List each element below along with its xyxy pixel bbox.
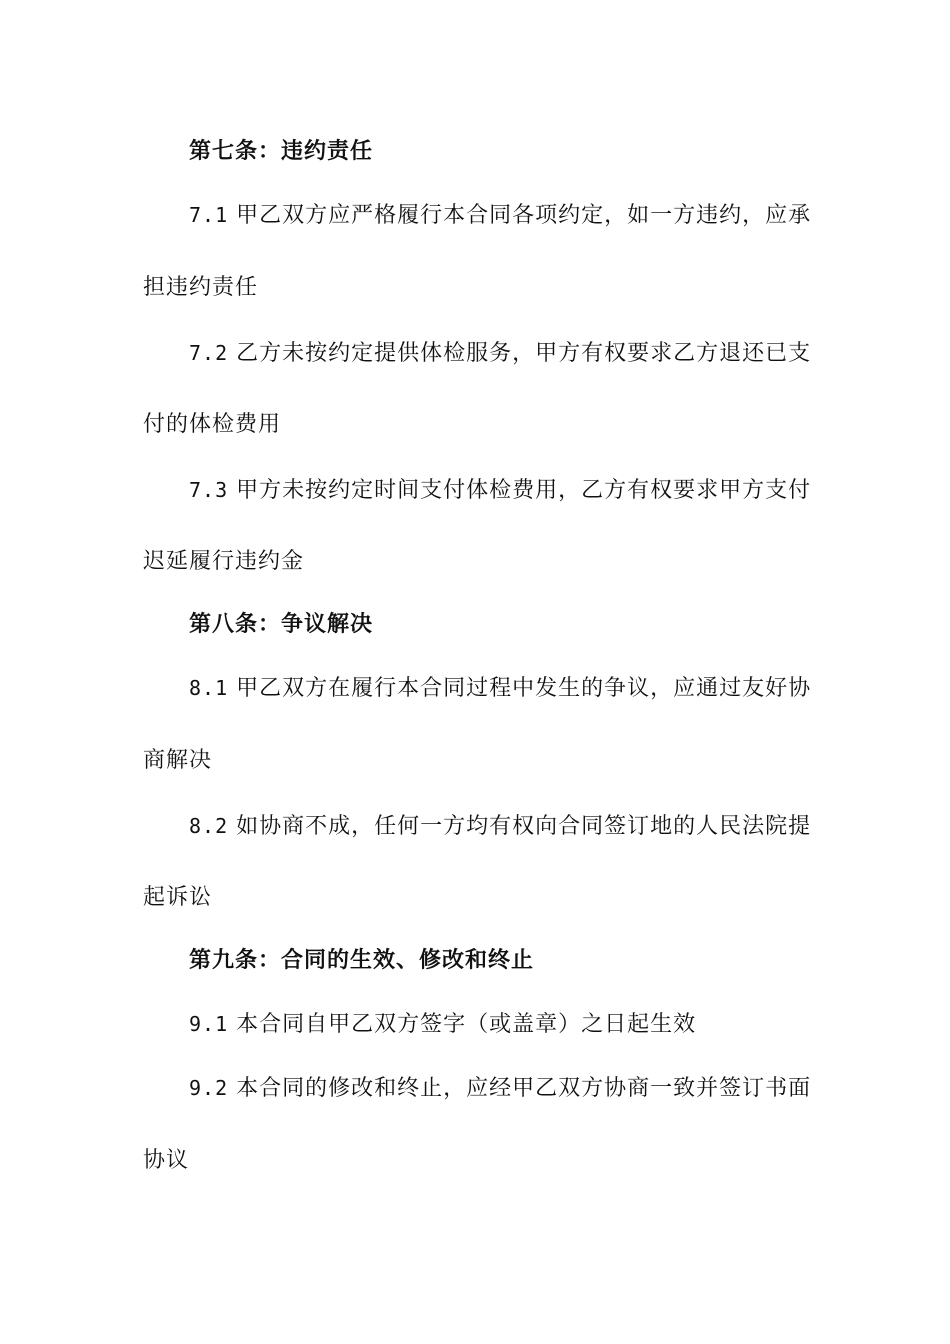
section-heading: 第九条：合同的生效、修改和终止 — [189, 948, 535, 973]
clause-continuation: 担违约责任 — [143, 275, 259, 300]
clause-text: 本合同的修改和终止，应经甲乙双方协商一致并签订书面 — [236, 1076, 812, 1101]
clause-number: 8.2 — [189, 814, 229, 838]
clause-text: 甲乙双方应严格履行本合同各项约定，如一方违约，应承 — [236, 203, 812, 228]
clause-line — [189, 338, 812, 369]
clause-number: 7.2 — [189, 341, 229, 365]
clause-text: 如协商不成，任何一方均有权向合同签订地的人民法院提 — [236, 814, 812, 839]
clause-line — [189, 811, 812, 842]
clause-number: 7.1 — [189, 203, 229, 227]
clause-continuation: 付的体检费用 — [143, 412, 282, 437]
clause-text: 本合同自甲乙双方签字（或盖章）之日起生效 — [236, 1012, 697, 1037]
clause-line — [189, 1073, 812, 1104]
clause-line — [189, 475, 812, 506]
clause-number: 8.1 — [189, 676, 229, 700]
clause-number: 9.1 — [189, 1012, 229, 1036]
clause-line — [189, 1009, 696, 1040]
clause-number: 7.3 — [189, 478, 229, 502]
clause-number: 9.2 — [189, 1076, 229, 1100]
clause-continuation: 商解决 — [143, 748, 213, 773]
clause-text: 乙方未按约定提供体检服务，甲方有权要求乙方退还已支 — [236, 341, 812, 366]
section-heading: 第八条：争议解决 — [189, 612, 374, 637]
clause-line — [189, 673, 812, 704]
clause-line — [189, 200, 812, 231]
clause-text: 甲方未按约定时间支付体检费用，乙方有权要求甲方支付 — [236, 478, 812, 503]
section-heading: 第七条：违约责任 — [189, 139, 374, 164]
clause-text: 甲乙双方在履行本合同过程中发生的争议，应通过友好协 — [236, 676, 812, 701]
clause-continuation: 协议 — [143, 1148, 190, 1173]
clause-continuation: 迟延履行违约金 — [143, 549, 305, 574]
clause-continuation: 起诉讼 — [143, 885, 213, 910]
